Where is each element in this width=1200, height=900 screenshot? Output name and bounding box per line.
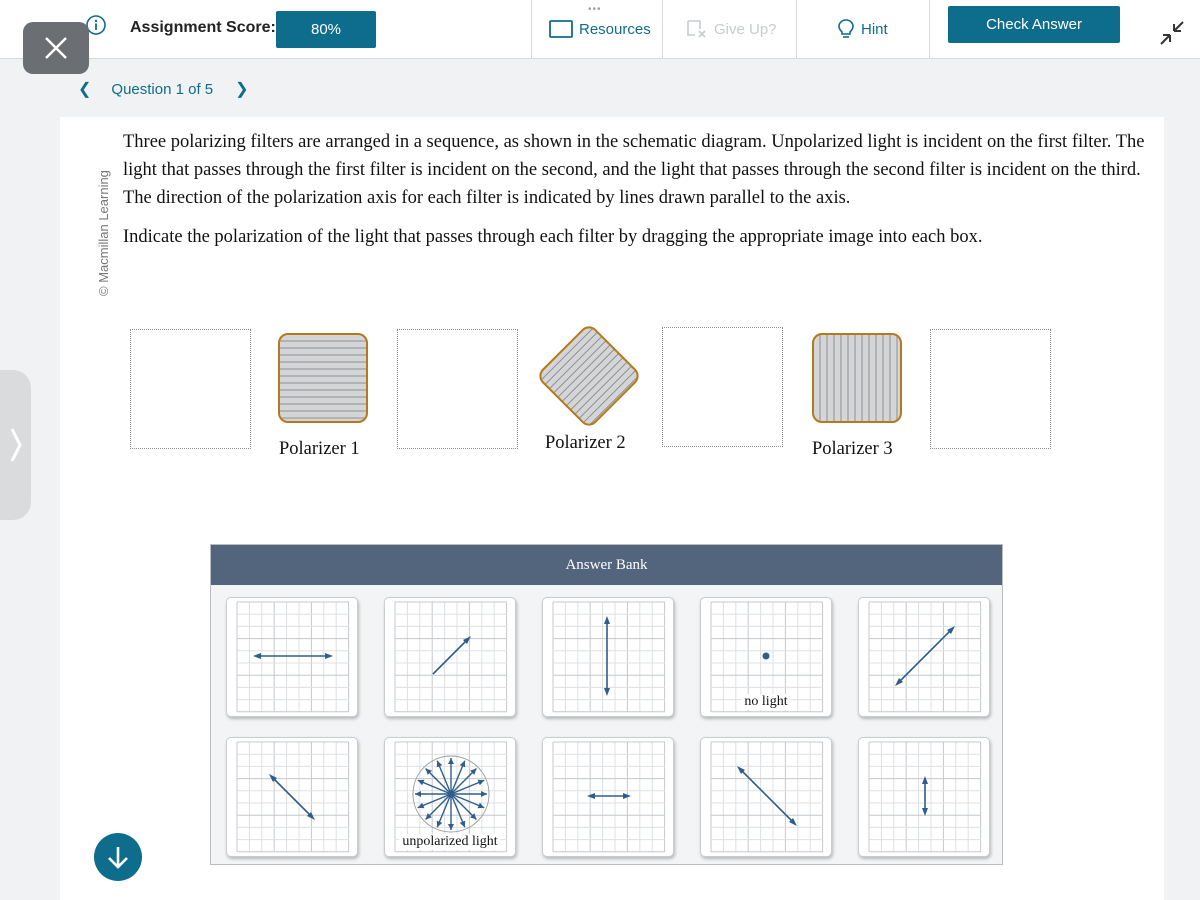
polarizer-2-diagonal-icon xyxy=(531,318,647,434)
drop-box-after-polarizer-3[interactable] xyxy=(930,329,1051,449)
toolbar-divider xyxy=(662,0,663,59)
collapse-icon[interactable] xyxy=(1157,18,1187,48)
answer-card-horizontal-long[interactable] xyxy=(226,597,358,717)
more-dots-icon: ••• xyxy=(588,4,602,15)
toolbar-divider xyxy=(929,0,930,59)
answer-bank xyxy=(210,544,1003,865)
toolbar-divider xyxy=(796,0,797,59)
vertical-long-arrow-icon xyxy=(543,598,675,718)
check-answer-button[interactable]: Check Answer xyxy=(948,6,1120,43)
scroll-down-button[interactable] xyxy=(94,833,142,881)
assignment-score-value: 80% xyxy=(276,11,376,48)
diagonal-up-right-short-arrow-icon xyxy=(385,598,517,718)
hint-label: Hint xyxy=(861,20,888,38)
resources-icon xyxy=(549,19,573,39)
horizontal-short-arrow-icon xyxy=(543,738,675,858)
drop-box-after-polarizer-2[interactable] xyxy=(662,327,783,447)
horizontal-long-arrow-icon xyxy=(227,598,359,718)
arrow-down-icon xyxy=(104,843,132,871)
lightbulb-icon xyxy=(837,18,855,40)
assignment-score-label: Assignment Score: xyxy=(130,19,276,36)
vertical-short-arrow-icon xyxy=(859,738,991,858)
polarizer-2-label: Polarizer 2 xyxy=(545,433,626,453)
give-up-label: Give Up? xyxy=(714,20,777,38)
answer-card-vertical-short[interactable] xyxy=(858,737,990,857)
answer-card-diagonal-short[interactable] xyxy=(384,597,516,717)
answer-card-vertical-long[interactable] xyxy=(542,597,674,717)
question-navigation xyxy=(78,79,249,99)
question-text xyxy=(123,128,1153,262)
question-paragraph: Three polarizing filters are arranged in a sequence, as shown in the schematic diagram. Unpolarized light is incident on the first filter. The light that passes through the first filter is incident on the second, and the light that passes through the second filter is incident on the third. The direction of the polarization axis for each filter is indicated by lines drawn parallel to the axis. xyxy=(123,132,1145,208)
no-light-label: no light xyxy=(741,694,790,710)
drop-box-after-polarizer-1[interactable] xyxy=(397,329,518,449)
give-up-icon xyxy=(686,19,708,39)
question-counter[interactable]: Question 1 of 5 xyxy=(111,80,214,98)
polarizer-3-vertical-icon xyxy=(811,332,903,424)
answer-card-no-light[interactable] xyxy=(700,597,832,717)
polarizer-1-horizontal-icon xyxy=(277,332,369,424)
answer-card-horizontal-short[interactable] xyxy=(542,737,674,857)
top-bar xyxy=(0,0,1200,59)
resources-button[interactable] xyxy=(549,17,651,41)
close-button[interactable] xyxy=(23,22,89,74)
hint-button[interactable] xyxy=(837,17,888,41)
drop-box-incident[interactable] xyxy=(130,329,251,449)
unpolarized-light-label: unpolarized light xyxy=(399,834,500,850)
diagonal-down-right-short-arrow-icon xyxy=(227,738,359,858)
polarizer-1-label: Polarizer 1 xyxy=(279,439,360,459)
answer-card-diagonal-down-long[interactable] xyxy=(700,737,832,857)
copyright-text: © Macmillan Learning xyxy=(96,170,111,296)
answer-card-diagonal-down-short[interactable] xyxy=(226,737,358,857)
resources-label: Resources xyxy=(579,20,651,38)
previous-question-icon[interactable]: ❮ xyxy=(78,81,92,98)
info-icon[interactable] xyxy=(86,15,106,35)
diagonal-up-right-long-arrow-icon xyxy=(859,598,991,718)
question-instruction: Indicate the polarization of the light that passes through each filter by dragging the appropriate image into each box. xyxy=(123,227,983,247)
toolbar-divider xyxy=(531,0,532,59)
chevron-right-icon xyxy=(8,425,24,465)
answer-card-unpolarized[interactable] xyxy=(384,737,516,857)
close-icon xyxy=(42,34,70,62)
diagonal-down-right-long-arrow-icon xyxy=(701,738,833,858)
answer-card-diagonal-long[interactable] xyxy=(858,597,990,717)
give-up-button[interactable] xyxy=(686,17,777,41)
polarizer-3-label: Polarizer 3 xyxy=(812,439,893,459)
answer-bank-title: Answer Bank xyxy=(211,545,1002,585)
next-question-icon[interactable]: ❯ xyxy=(235,81,249,98)
side-panel-toggle[interactable] xyxy=(0,370,31,520)
